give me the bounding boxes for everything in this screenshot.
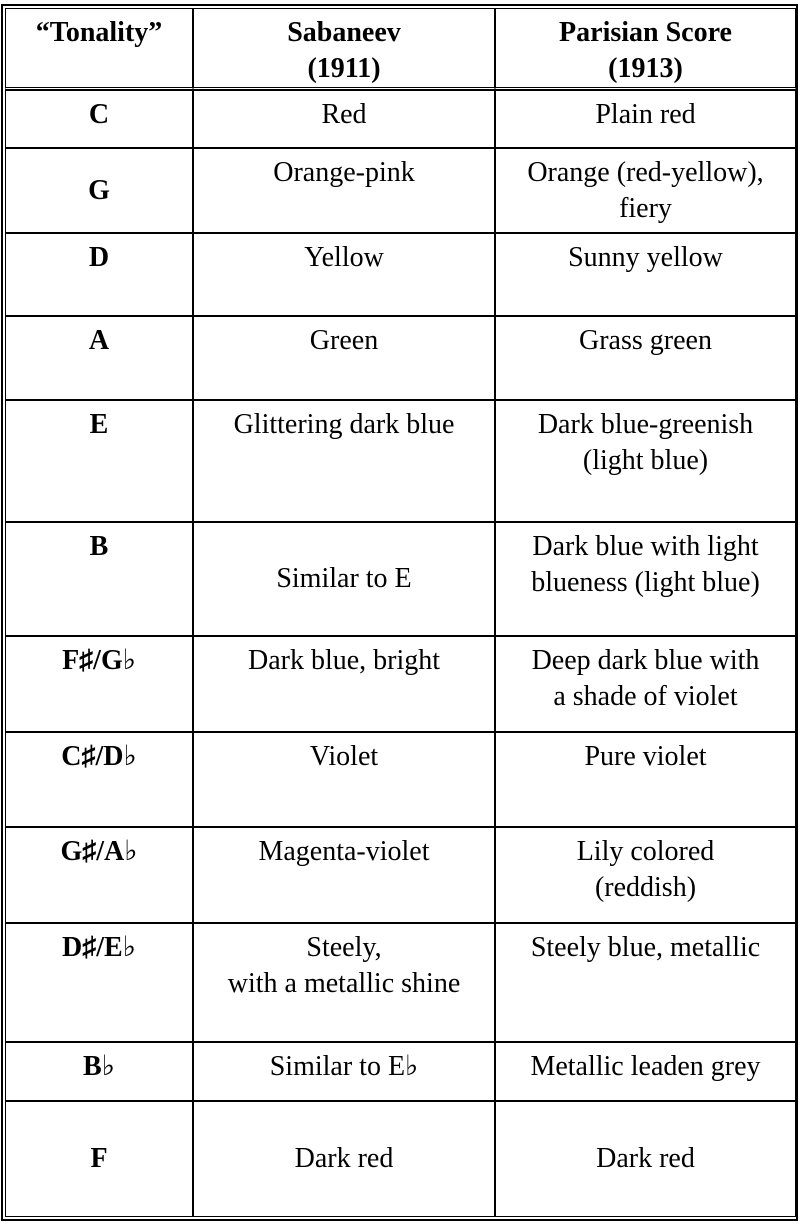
tonality-cell: C♯/D♭ [5,732,193,828]
parisian-cell: Deep dark blue with a shade of violet [495,636,796,732]
header-tonality: “Tonality” [5,8,193,90]
header-parisian-name: Parisian Score [559,17,732,48]
sabaneev-cell: Green [193,316,495,399]
table-row [5,90,796,148]
parisian-cell: Lily colored (reddish) [495,827,796,923]
tonality-cell: A [5,316,193,399]
sabaneev-cell: Orange-pink [193,148,495,233]
table-row [5,636,796,732]
tonality-cell: F [5,1101,193,1217]
table-row [5,148,796,233]
table-row [5,732,796,828]
table-header [5,8,796,90]
table-row [5,923,796,1042]
table-row [5,233,796,316]
parisian-cell: Plain red [495,90,796,148]
tonality-cell: C [5,90,193,148]
tonality-cell: B [5,522,193,636]
tonality-cell: G♯/A♭ [5,827,193,923]
sabaneev-cell: Violet [193,732,495,828]
parisian-cell: Steely blue, metallic [495,923,796,1042]
tonality-cell: B♭ [5,1042,193,1100]
sabaneev-cell: Steely, with a metallic shine [193,923,495,1042]
sabaneev-cell: Dark red [193,1101,495,1217]
parisian-cell: Dark red [495,1101,796,1217]
table-row [5,827,796,923]
tonality-color-table [1,4,798,1221]
parisian-cell: Grass green [495,316,796,399]
table-row [5,316,796,399]
table-body [5,90,796,1217]
table-row [5,1042,796,1100]
parisian-cell: Dark blue with light blueness (light blue) [495,522,796,636]
parisian-cell: Dark blue-greenish (light blue) [495,400,796,523]
tonality-cell: G [5,148,193,233]
header-parisian-year: (1913) [608,53,683,84]
tonality-cell: E [5,400,193,523]
table-row [5,1101,796,1217]
tonality-cell: D [5,233,193,316]
sabaneev-cell: Dark blue, bright [193,636,495,732]
sabaneev-cell: Glittering dark blue [193,400,495,523]
header-sabaneev-year: (1911) [307,53,381,84]
header-sabaneev-name: Sabaneev [287,17,401,48]
sabaneev-cell: Magenta-violet [193,827,495,923]
sabaneev-cell: Similar to E [193,522,495,636]
header-sabaneev [193,8,495,90]
table-row [5,400,796,523]
parisian-cell: Orange (red-yellow), fiery [495,148,796,233]
parisian-cell: Pure violet [495,732,796,828]
tonality-cell: F♯/G♭ [5,636,193,732]
tonality-cell: D♯/E♭ [5,923,193,1042]
sabaneev-cell: Yellow [193,233,495,316]
parisian-cell: Metallic leaden grey [495,1042,796,1100]
comparison-table [5,8,796,1217]
sabaneev-cell: Red [193,90,495,148]
header-parisian [495,8,796,90]
parisian-cell: Sunny yellow [495,233,796,316]
table-row [5,522,796,636]
sabaneev-cell: Similar to E♭ [193,1042,495,1100]
